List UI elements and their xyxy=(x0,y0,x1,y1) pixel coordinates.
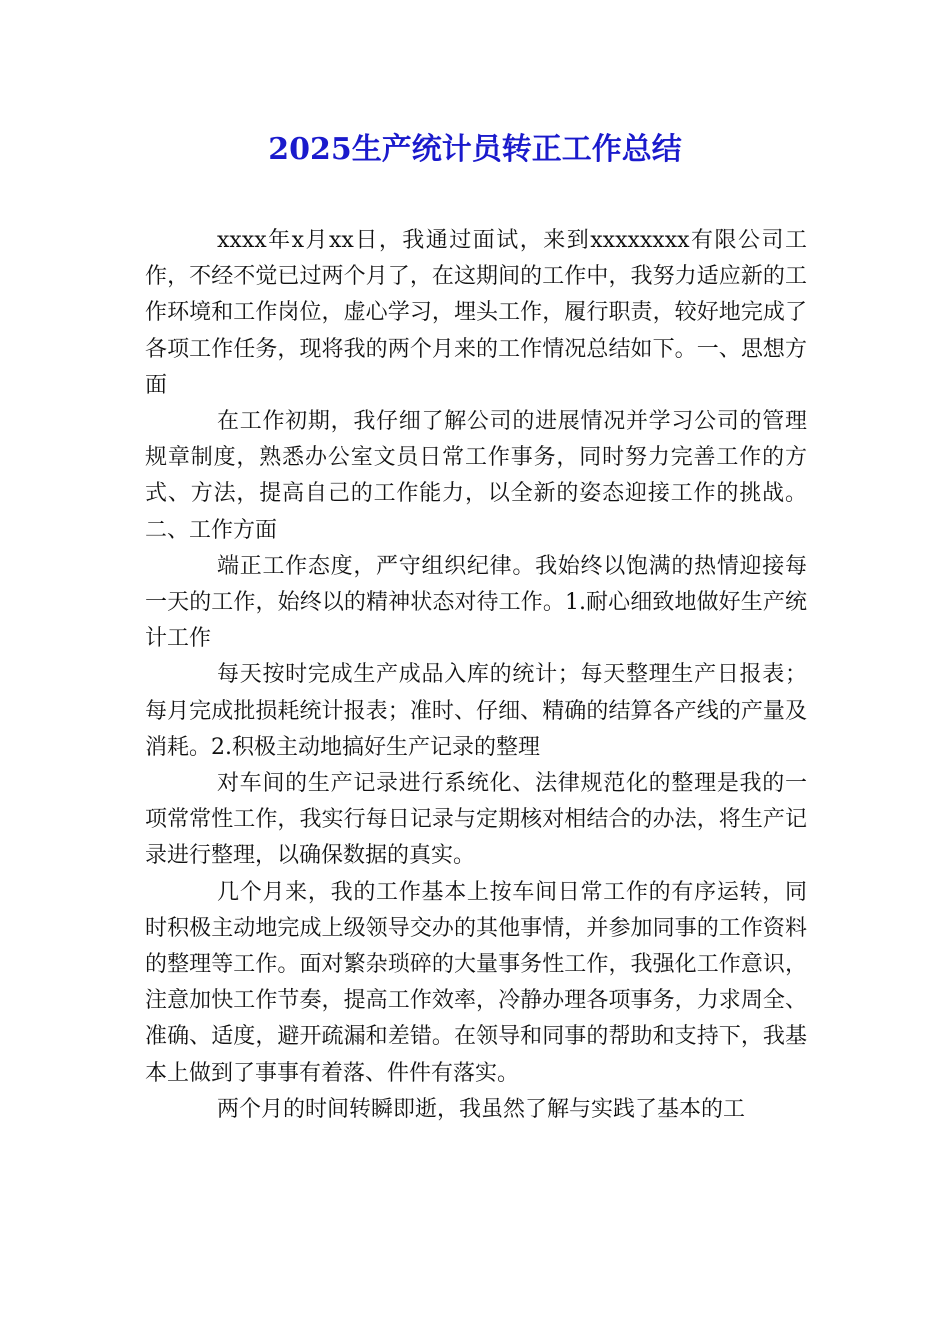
paragraph-4: 每天按时完成生产成品入库的统计；每天整理生产日报表；每月完成批损耗统计报表；准时、仔细、精确的结算各产线的产量及消耗。2.积极主动地搞好生产记录的整理 xyxy=(145,662,807,760)
document-body xyxy=(145,223,807,1128)
paragraph-2: 在工作初期，我仔细了解公司的进展情况并学习公司的管理规章制度，熟悉办公室文员日常工作事务，同时努力完善工作的方式、方法，提高自己的工作能力，以全新的姿态迎接工作的挑战。二、工作方面 xyxy=(145,409,807,543)
paragraph-7: 两个月的时间转瞬即逝，我虽然了解与实践了基本的工 xyxy=(217,1096,746,1122)
paragraph-1: xxxx年x月xx日，我通过面试，来到xxxxxxxx有限公司工作，不经不觉已过两个月了，在这期间的工作中，我努力适应新的工作环境和工作岗位，虚心学习，埋头工作，履行职责，较好地完成了各项工作任务，现将我的两个月来的工作情况总结如下。一、思想方面 xyxy=(145,228,807,398)
document-title: 2025生产统计员转正工作总结 xyxy=(268,132,682,167)
paragraph-6: 几个月来，我的工作基本上按车间日常工作的有序运转，同时积极主动地完成上级领导交办的其他事情，并参加同事的工作资料的整理等工作。面对繁杂琐碎的大量事务性工作，我强化工作意识，注意加快工作节奏，提高工作效率，冷静办理各项事务，力求周全、准确、适度，避开疏漏和差错。在领导和同事的帮助和支持下，我基本上做到了事事有着落、件件有落实。 xyxy=(145,879,807,1086)
paragraph-3: 端正工作态度，严守组织纪律。我始终以饱满的热情迎接每一天的工作，始终以的精神状态对待工作。1.耐心细致地做好生产统计工作 xyxy=(145,553,807,652)
paragraph-5: 对车间的生产记录进行系统化、法律规范化的整理是我的一项常常性工作，我实行每日记录与定期核对相结合的办法，将生产记录进行整理，以确保数据的真实。 xyxy=(145,771,807,869)
